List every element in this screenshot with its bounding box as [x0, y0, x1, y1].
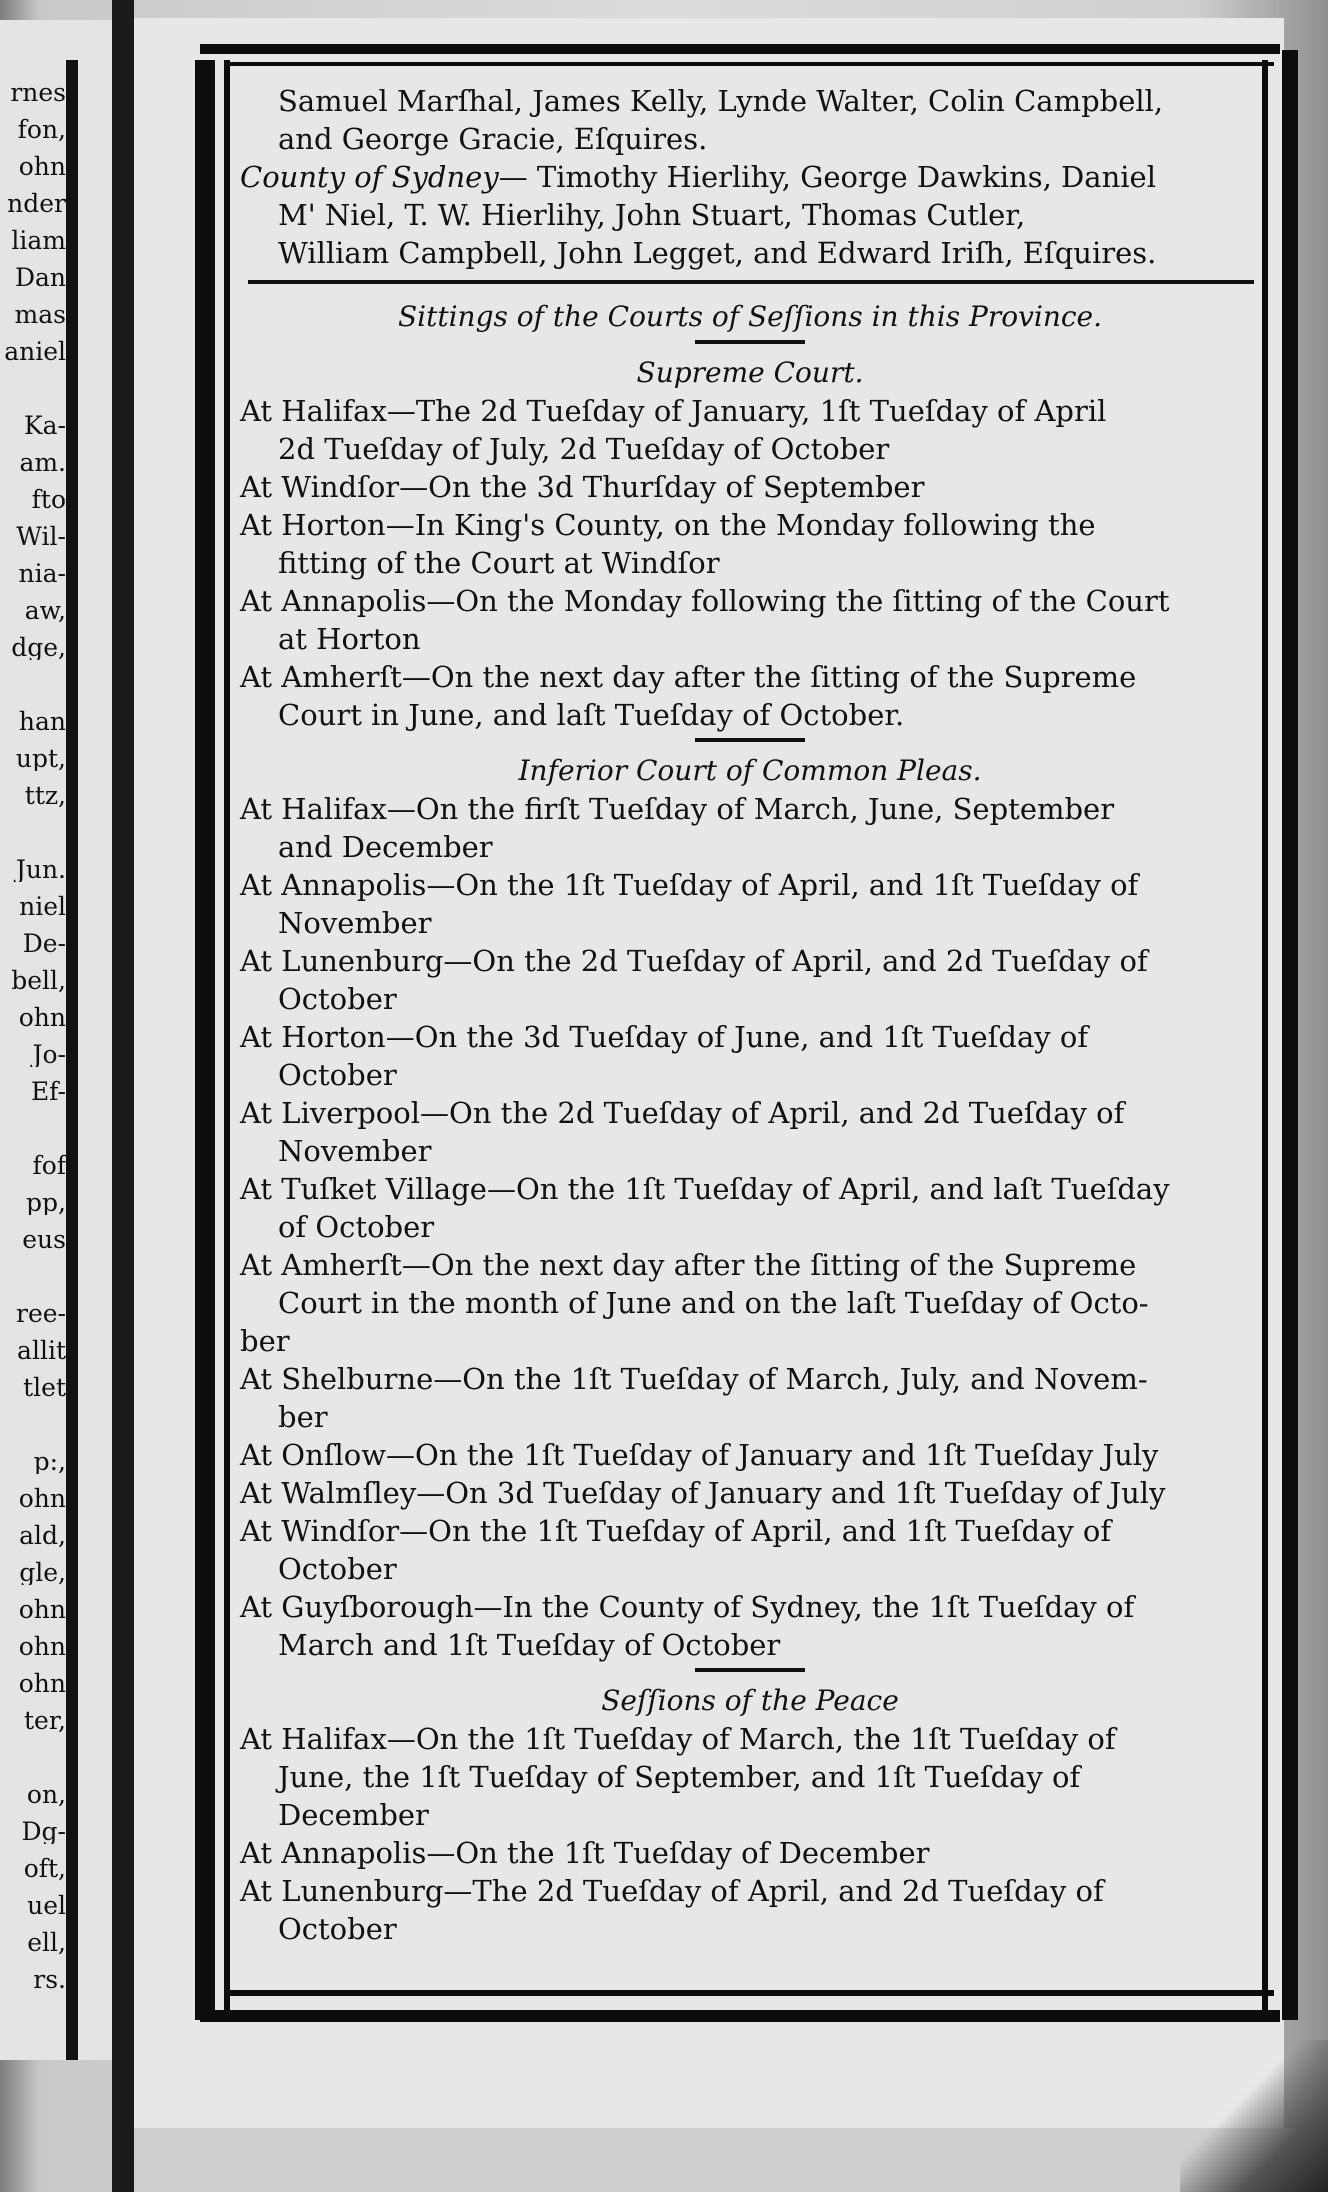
- adjacent-fragment-line: am.: [19, 450, 66, 475]
- court-sections: [240, 340, 1260, 1948]
- adjacent-fragment-line: fto: [31, 487, 66, 512]
- section-divider: [248, 280, 1254, 284]
- sittings-title: Sittings of the Courts of Seſſions in this Province.: [397, 300, 1103, 333]
- adjacent-fragment-line: fof: [32, 1153, 66, 1178]
- adjacent-fragment-line: ohn: [18, 1671, 66, 1696]
- adjacent-fragment-line: eus: [22, 1227, 66, 1252]
- sitting-entry-line: June, the 1ſt Tueſday of September, and 1ſt Tueſday of: [278, 1760, 1081, 1794]
- sitting-entry-line: At Guyſborough—In the County of Sydney, the 1ſt Tueſday of: [240, 1590, 1135, 1624]
- frame-border: [200, 2010, 1280, 2022]
- adjacent-fragment-line: ohn: [18, 1486, 66, 1511]
- sitting-entry-line: At Annapolis—On the Monday following the ſitting of the Court: [240, 584, 1170, 618]
- sitting-entry-line: October: [278, 1058, 397, 1092]
- adjacent-fragment-line: Dan: [14, 265, 66, 290]
- adjacent-fragment-line: Dg-: [21, 1819, 66, 1844]
- sitting-entry-line: October: [278, 1912, 397, 1946]
- sitting-entry-line: At Halifax—On the firſt Tueſday of March, June, September: [240, 792, 1115, 826]
- sitting-entry-line: At Windſor—On the 1ſt Tueſday of April, and 1ſt Tueſday of: [240, 1514, 1112, 1548]
- adjacent-fragment-line: ohn: [18, 1005, 66, 1030]
- adjacent-fragment-line: oft,: [23, 1856, 66, 1881]
- adjacent-fragment-line: on,: [26, 1782, 66, 1807]
- adjacent-fragment-line: mas: [14, 302, 66, 327]
- adjacent-fragment-line: Ka-: [23, 413, 66, 438]
- adjacent-fragment-line: liam: [11, 228, 66, 253]
- adjacent-fragment-line: De-: [22, 931, 66, 956]
- sitting-entry-line: March and 1ſt Tueſday of October: [278, 1628, 781, 1662]
- sitting-entry-line: October: [278, 982, 397, 1016]
- adjacent-fragment-line: ter,: [24, 1708, 66, 1733]
- heading-rule: [695, 738, 805, 742]
- sitting-entry-line: fitting of the Court at Windſor: [278, 546, 720, 580]
- adjacent-fragment-line: tlet: [23, 1375, 66, 1400]
- sitting-entry-line: At Lunenburg—On the 2d Tueſday of April, and 2d Tueſday of: [240, 944, 1148, 978]
- sitting-entry-line: At Tuſket Village—On the 1ſt Tueſday of April, and laſt Tueſday: [240, 1172, 1170, 1206]
- sitting-entry-line: At Liverpool—On the 2d Tueſday of April, and 2d Tueſday of: [240, 1096, 1125, 1130]
- adjacent-fragment-line: nia-: [18, 561, 66, 586]
- adjacent-page-fragment: [0, 20, 115, 2060]
- page-corner-shadow: [1180, 2040, 1328, 2192]
- adjacent-fragment-line: rnes: [10, 80, 66, 105]
- frame-border: [224, 1990, 1274, 1996]
- adjacent-fragment-line: ohn: [18, 154, 66, 179]
- sitting-entry-line: ber: [278, 1400, 328, 1434]
- county-sydney-line: M' Niel, T. W. Hierlihy, John Stuart, Thomas Cutler,: [278, 198, 1026, 232]
- adjacent-fragment-line: niel: [19, 894, 66, 919]
- sitting-entry-line: At Annapolis—On the 1ſt Tueſday of April, and 1ſt Tueſday of: [240, 868, 1139, 902]
- sitting-entry-line: at Horton: [278, 622, 421, 656]
- adjacent-fragment-line: uel: [27, 1893, 66, 1918]
- adjacent-column-rule: [66, 60, 78, 2060]
- adjacent-fragment-line: ree-: [16, 1301, 66, 1326]
- adjacent-fragment-line: rs.: [33, 1967, 66, 1992]
- sitting-entry-line: December: [278, 1798, 429, 1832]
- adjacent-fragment-line: aw,: [24, 598, 66, 623]
- adjacent-fragment-line: pp,: [26, 1190, 66, 1215]
- sitting-entry-line: ber: [240, 1324, 290, 1358]
- sitting-entry-line: November: [278, 906, 432, 940]
- county-names: — Timothy Hierlihy, George Dawkins, Daniel: [498, 160, 1156, 194]
- sitting-entry-line: Court in June, and laſt Tueſday of October.: [278, 698, 905, 732]
- sitting-entry-line: of October: [278, 1210, 435, 1244]
- sitting-entry-line: At Walmſley—On 3d Tueſday of January and 1ſt Tueſday of July: [240, 1476, 1166, 1510]
- court-sittings-text: [240, 82, 1260, 1948]
- adjacent-fragment-line: ald,: [19, 1523, 66, 1548]
- page-bottom-margin: [134, 2128, 1328, 2192]
- sitting-entry-line: At Annapolis—On the 1ſt Tueſday of December: [240, 1836, 930, 1870]
- adjacent-fragment-line: dge,: [11, 635, 66, 660]
- sitting-entry-line: At Amherſt—On the next day after the ſitting of the Supreme: [240, 1248, 1137, 1282]
- book-gutter: [112, 0, 134, 2192]
- heading-rule: [695, 1668, 805, 1672]
- justices-line: Samuel Marſhal, James Kelly, Lynde Walter, Colin Campbell,: [278, 84, 1164, 118]
- county-label: County of Sydney: [240, 160, 499, 194]
- heading-rule: [695, 340, 805, 344]
- adjacent-fragment-line: Jo-: [32, 1042, 66, 1067]
- county-sydney-line: William Campbell, John Legget, and Edward Iriſh, Eſquires.: [278, 236, 1157, 270]
- court-heading: Seſſions of the Peace: [601, 1684, 899, 1717]
- adjacent-fragment-line: fon,: [17, 117, 66, 142]
- sitting-entry-line: At Horton—In King's County, on the Monday following the: [240, 508, 1096, 542]
- sitting-entry-line: At Amherſt—On the next day after the ſitting of the Supreme: [240, 660, 1137, 694]
- frame-border: [1282, 50, 1298, 2020]
- frame-border: [224, 62, 1274, 66]
- frame-border: [200, 44, 1280, 54]
- frame-border: [195, 60, 215, 2020]
- adjacent-fragment-line: bell,: [11, 968, 66, 993]
- court-heading: Inferior Court of Common Pleas.: [518, 754, 982, 787]
- sitting-entry-line: and December: [278, 830, 493, 864]
- adjacent-fragment-line: nder: [7, 191, 66, 216]
- adjacent-fragment-line: p:,: [33, 1449, 66, 1474]
- frame-border: [1262, 60, 1268, 2010]
- sitting-entry-line: October: [278, 1552, 397, 1586]
- adjacent-fragment-line: upt,: [15, 746, 66, 771]
- adjacent-fragment-line: allit: [17, 1338, 66, 1363]
- sitting-entry-line: At Halifax—The 2d Tueſday of January, 1ſt Tueſday of April: [240, 394, 1107, 428]
- sitting-entry-line: At Horton—On the 3d Tueſday of June, and 1ſt Tueſday of: [240, 1020, 1089, 1054]
- sitting-entry-line: At Windſor—On the 3d Thurſday of September: [240, 470, 925, 504]
- adjacent-fragment-line: ohn: [18, 1634, 66, 1659]
- adjacent-fragment-line: Wil-: [16, 524, 66, 549]
- adjacent-fragment-line: han: [18, 709, 66, 734]
- sitting-entry-line: Court in the month of June and on the laſt Tueſday of Octo-: [278, 1286, 1149, 1320]
- sitting-entry-line: 2d Tueſday of July, 2d Tueſday of October: [278, 432, 890, 466]
- adjacent-fragment-line: gle,: [19, 1560, 66, 1585]
- adjacent-fragment-line: ttz,: [24, 783, 66, 808]
- justices-line: and George Gracie, Eſquires.: [278, 122, 708, 156]
- adjacent-fragment-line: ohn: [18, 1597, 66, 1622]
- sitting-entry-line: At Halifax—On the 1ſt Tueſday of March, the 1ſt Tueſday of: [240, 1722, 1116, 1756]
- sitting-entry-line: November: [278, 1134, 432, 1168]
- court-heading: Supreme Court.: [636, 356, 864, 389]
- adjacent-fragment-line: aniel: [4, 339, 66, 364]
- adjacent-fragment-line: Jun.: [15, 857, 66, 882]
- sitting-entry-line: At Shelburne—On the 1ſt Tueſday of March, July, and Novem-: [240, 1362, 1148, 1396]
- adjacent-fragment-line: ell,: [27, 1930, 66, 1955]
- county-sydney-line: [240, 158, 1260, 196]
- sitting-entry-line: At Onſlow—On the 1ſt Tueſday of January and 1ſt Tueſday July: [240, 1438, 1159, 1472]
- frame-border: [224, 60, 230, 2010]
- adjacent-fragment-line: Ef-: [30, 1079, 66, 1104]
- sitting-entry-line: At Lunenburg—The 2d Tueſday of April, and 2d Tueſday of: [240, 1874, 1104, 1908]
